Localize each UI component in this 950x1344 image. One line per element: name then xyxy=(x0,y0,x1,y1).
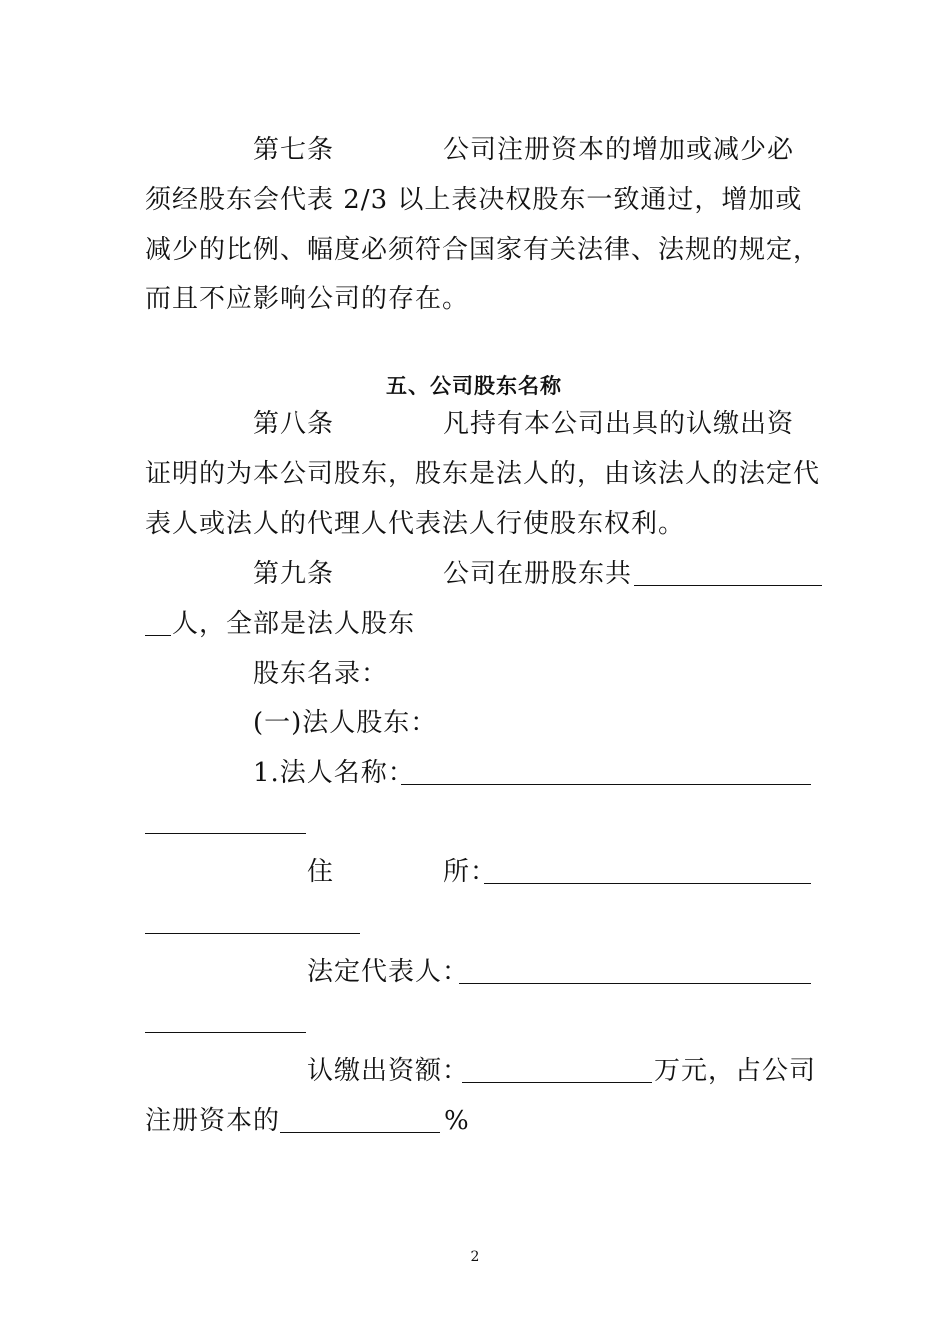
article-7-line-2: 须经股东会代表 2/3 以上表决权股东一致通过，增加或 xyxy=(145,185,803,215)
subscribed-capital-label: 认缴出资额： xyxy=(307,1056,470,1086)
article-7-line-1: 公司注册资本的增加或减少必 xyxy=(443,135,795,165)
article-9-line-2: 人，全部是法人股东 xyxy=(172,609,416,639)
page-number: 2 xyxy=(470,1249,480,1265)
section-5-heading: 五、公司股东名称 xyxy=(386,374,562,398)
subscribed-capital-unit: 万元，占公司 xyxy=(654,1056,817,1086)
article-9-line-1: 公司在册股东共 xyxy=(443,559,633,589)
legal-representative-label: 法定代表人： xyxy=(307,957,470,987)
shareholder-count-blank-continued[interactable] xyxy=(145,635,171,636)
registered-capital-ratio-label: 注册资本的 xyxy=(145,1106,281,1136)
article-7-line-4: 而且不应影响公司的存在。 xyxy=(145,284,470,314)
address-blank-continued[interactable] xyxy=(145,933,360,934)
article-8-line-3: 表人或法人的代理人代表法人行使股东权利。 xyxy=(145,509,686,539)
shareholder-list-title: 股东名录： xyxy=(253,659,389,689)
address-blank[interactable] xyxy=(484,883,811,884)
address-label-part-2: 所： xyxy=(443,857,498,887)
address-label-part-1: 住 xyxy=(307,857,335,887)
corporate-name-blank[interactable] xyxy=(401,784,811,785)
article-8-label: 第八条 xyxy=(253,409,335,439)
article-7-line-3: 减少的比例、幅度必须符合国家有关法律、法规的规定， xyxy=(145,235,821,265)
article-7-label: 第七条 xyxy=(253,135,335,165)
article-8-line-1: 凡持有本公司出具的认缴出资 xyxy=(443,409,795,439)
corporate-shareholder-heading: (一)法人股东： xyxy=(253,708,438,738)
percent-sign: % xyxy=(444,1106,470,1136)
corporate-name-label: 1.法人名称： xyxy=(253,758,415,788)
article-8-line-2: 证明的为本公司股东，股东是法人的，由该法人的法定代 xyxy=(145,459,821,489)
legal-representative-blank-continued[interactable] xyxy=(145,1032,306,1033)
article-9-label: 第九条 xyxy=(253,559,335,589)
capital-ratio-blank[interactable] xyxy=(280,1132,440,1133)
subscribed-capital-blank[interactable] xyxy=(462,1082,652,1083)
corporate-name-blank-continued[interactable] xyxy=(145,833,306,834)
legal-representative-blank[interactable] xyxy=(459,983,811,984)
shareholder-count-blank[interactable] xyxy=(634,585,822,586)
